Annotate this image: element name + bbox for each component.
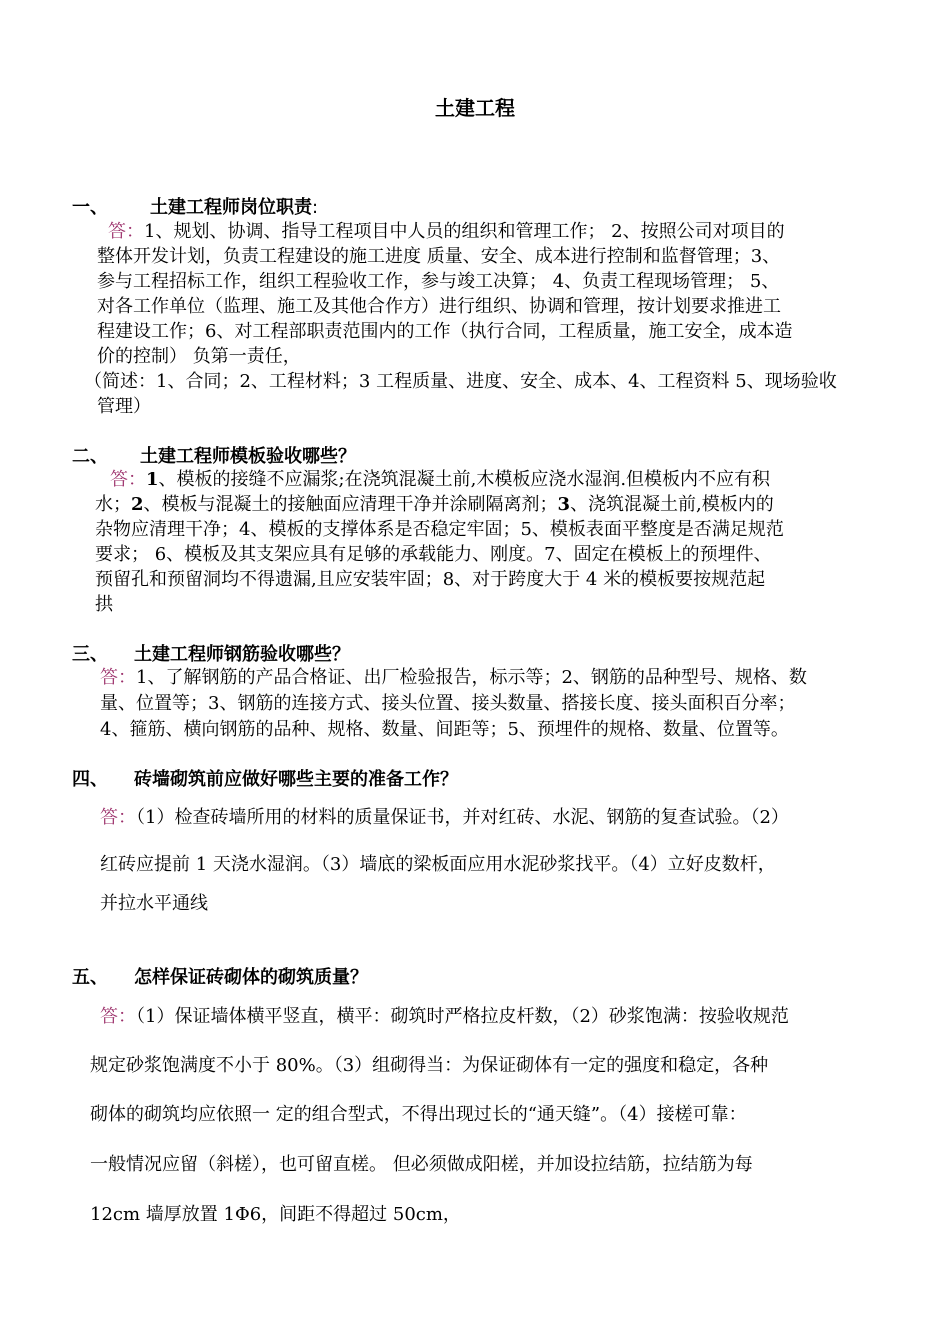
section-1-heading: 土建工程师岗位职责:: [150, 197, 319, 218]
section-5-line-5: 12cm 墙厚放置 1Φ6，间距不得超过 50cm，: [90, 1204, 461, 1225]
section-1-line-5: 程建设工作；6、对工程部职责范围内的工作（执行合同，工程质量，施工安全，成本造: [97, 321, 793, 342]
section-1-line-3: 参与工程招标工作，组织工程验收工作，参与竣工决算； 4、负责工程现场管理； 5、: [97, 271, 780, 292]
section-2-line-5: 预留孔和预留洞均不得遗漏,且应安装牢固；8、对于跨度大于 4 米的模板要按规范起: [95, 569, 766, 590]
section-3-line-2: 量、位置等；3、钢筋的连接方式、接头位置、接头数量、搭接长度、接头面积百分率；: [100, 693, 796, 714]
section-5-line-1: 答：（1）保证墙体横平竖直，横平：砌筑时严格拉皮杆数，（2）砂浆饱满：按验收规范: [100, 1006, 789, 1027]
section-2-line-6: 拱: [95, 594, 113, 615]
section-5-heading: 怎样保证砖砌体的砌筑质量？: [134, 967, 368, 988]
section-5-line-3: 砌体的砌筑均应依照一 定的组合型式，不得出现过长的“通天缝”。（4）接槎可靠：: [90, 1104, 747, 1125]
section-2-line-3: 杂物应清理干净；4、模板的支撑体系是否稳定牢固；5、模板表面平整度是否满足规范: [95, 519, 784, 540]
section-2-line-4: 要求； 6、模板及其支架应具有足够的承载能力、刚度。7、固定在模板上的预埋件、: [95, 544, 772, 565]
section-2-line-2: 水；2、模板与混凝土的接触面应清理干净并涂刷隔离剂；3、浇筑混凝土前,模板内的: [95, 494, 774, 515]
section-4-line-2: 红砖应提前 1 天浇水湿润。（3）墙底的梁板面应用水泥砂浆找平。（4）立好皮数杆，: [100, 854, 776, 875]
section-1-line-1: 答：1、规划、协调、指导工程项目中人员的组织和管理工作； 2、按照公司对项目的: [108, 221, 785, 242]
section-1-line-2: 整体开发计划，负责工程建设的施工进度 质量、安全、成本进行控制和监督管理；3、: [97, 246, 781, 267]
section-1-summary: （简述：1、合同；2、工程材料；3 工程质量、进度、安全、成本、4、工程资料 5、现场验收: [84, 371, 837, 392]
section-3-heading: 土建工程师钢筋验收哪些？: [134, 644, 350, 665]
section-1-line-6: 价的控制） 负第一责任，: [97, 346, 301, 367]
section-1-summary-end: 管理）: [97, 396, 151, 417]
section-4-heading: 砖墙砌筑前应做好哪些主要的准备工作？: [134, 769, 458, 790]
section-2-number: 二、: [72, 446, 108, 467]
section-3-line-1: 答：1、了解钢筋的产品合格证、出厂检验报告，标示等；2、钢筋的品种型号、规格、数: [100, 667, 807, 688]
section-5-line-4: 一般情况应留（斜槎），也可留直槎。 但必须做成阳槎，并加设拉结筋，拉结筋为每: [90, 1154, 753, 1175]
page-title: 土建工程: [435, 96, 515, 120]
section-1-line-4: 对各工作单位（监理、施工及其他合作方）进行组织、协调和管理，按计划要求推进工: [97, 296, 781, 317]
section-5-line-2: 规定砂浆饱满度不小于 80%。（3）组砌得当：为保证砌体有一定的强度和稳定，各种: [90, 1055, 769, 1076]
section-4-line-3: 并拉水平通线: [100, 893, 208, 914]
section-4-number: 四、: [72, 769, 108, 790]
section-2-line-1: 答：1、模板的接缝不应漏浆;在浇筑混凝土前,木模板应浇水湿润.但模板内不应有积: [110, 469, 771, 490]
section-5-number: 五、: [72, 967, 108, 988]
section-3-number: 三、: [72, 644, 108, 665]
section-1-number: 一、: [72, 197, 108, 218]
section-3-line-3: 4、箍筋、横向钢筋的品种、规格、数量、间距等；5、预埋件的规格、数量、位置等。: [100, 719, 789, 740]
section-2-heading: 土建工程师模板验收哪些？: [140, 446, 356, 467]
section-4-line-1: 答：（1）检查砖墙所用的材料的质量保证书，并对红砖、水泥、钢筋的复查试验。（2）: [100, 807, 789, 828]
